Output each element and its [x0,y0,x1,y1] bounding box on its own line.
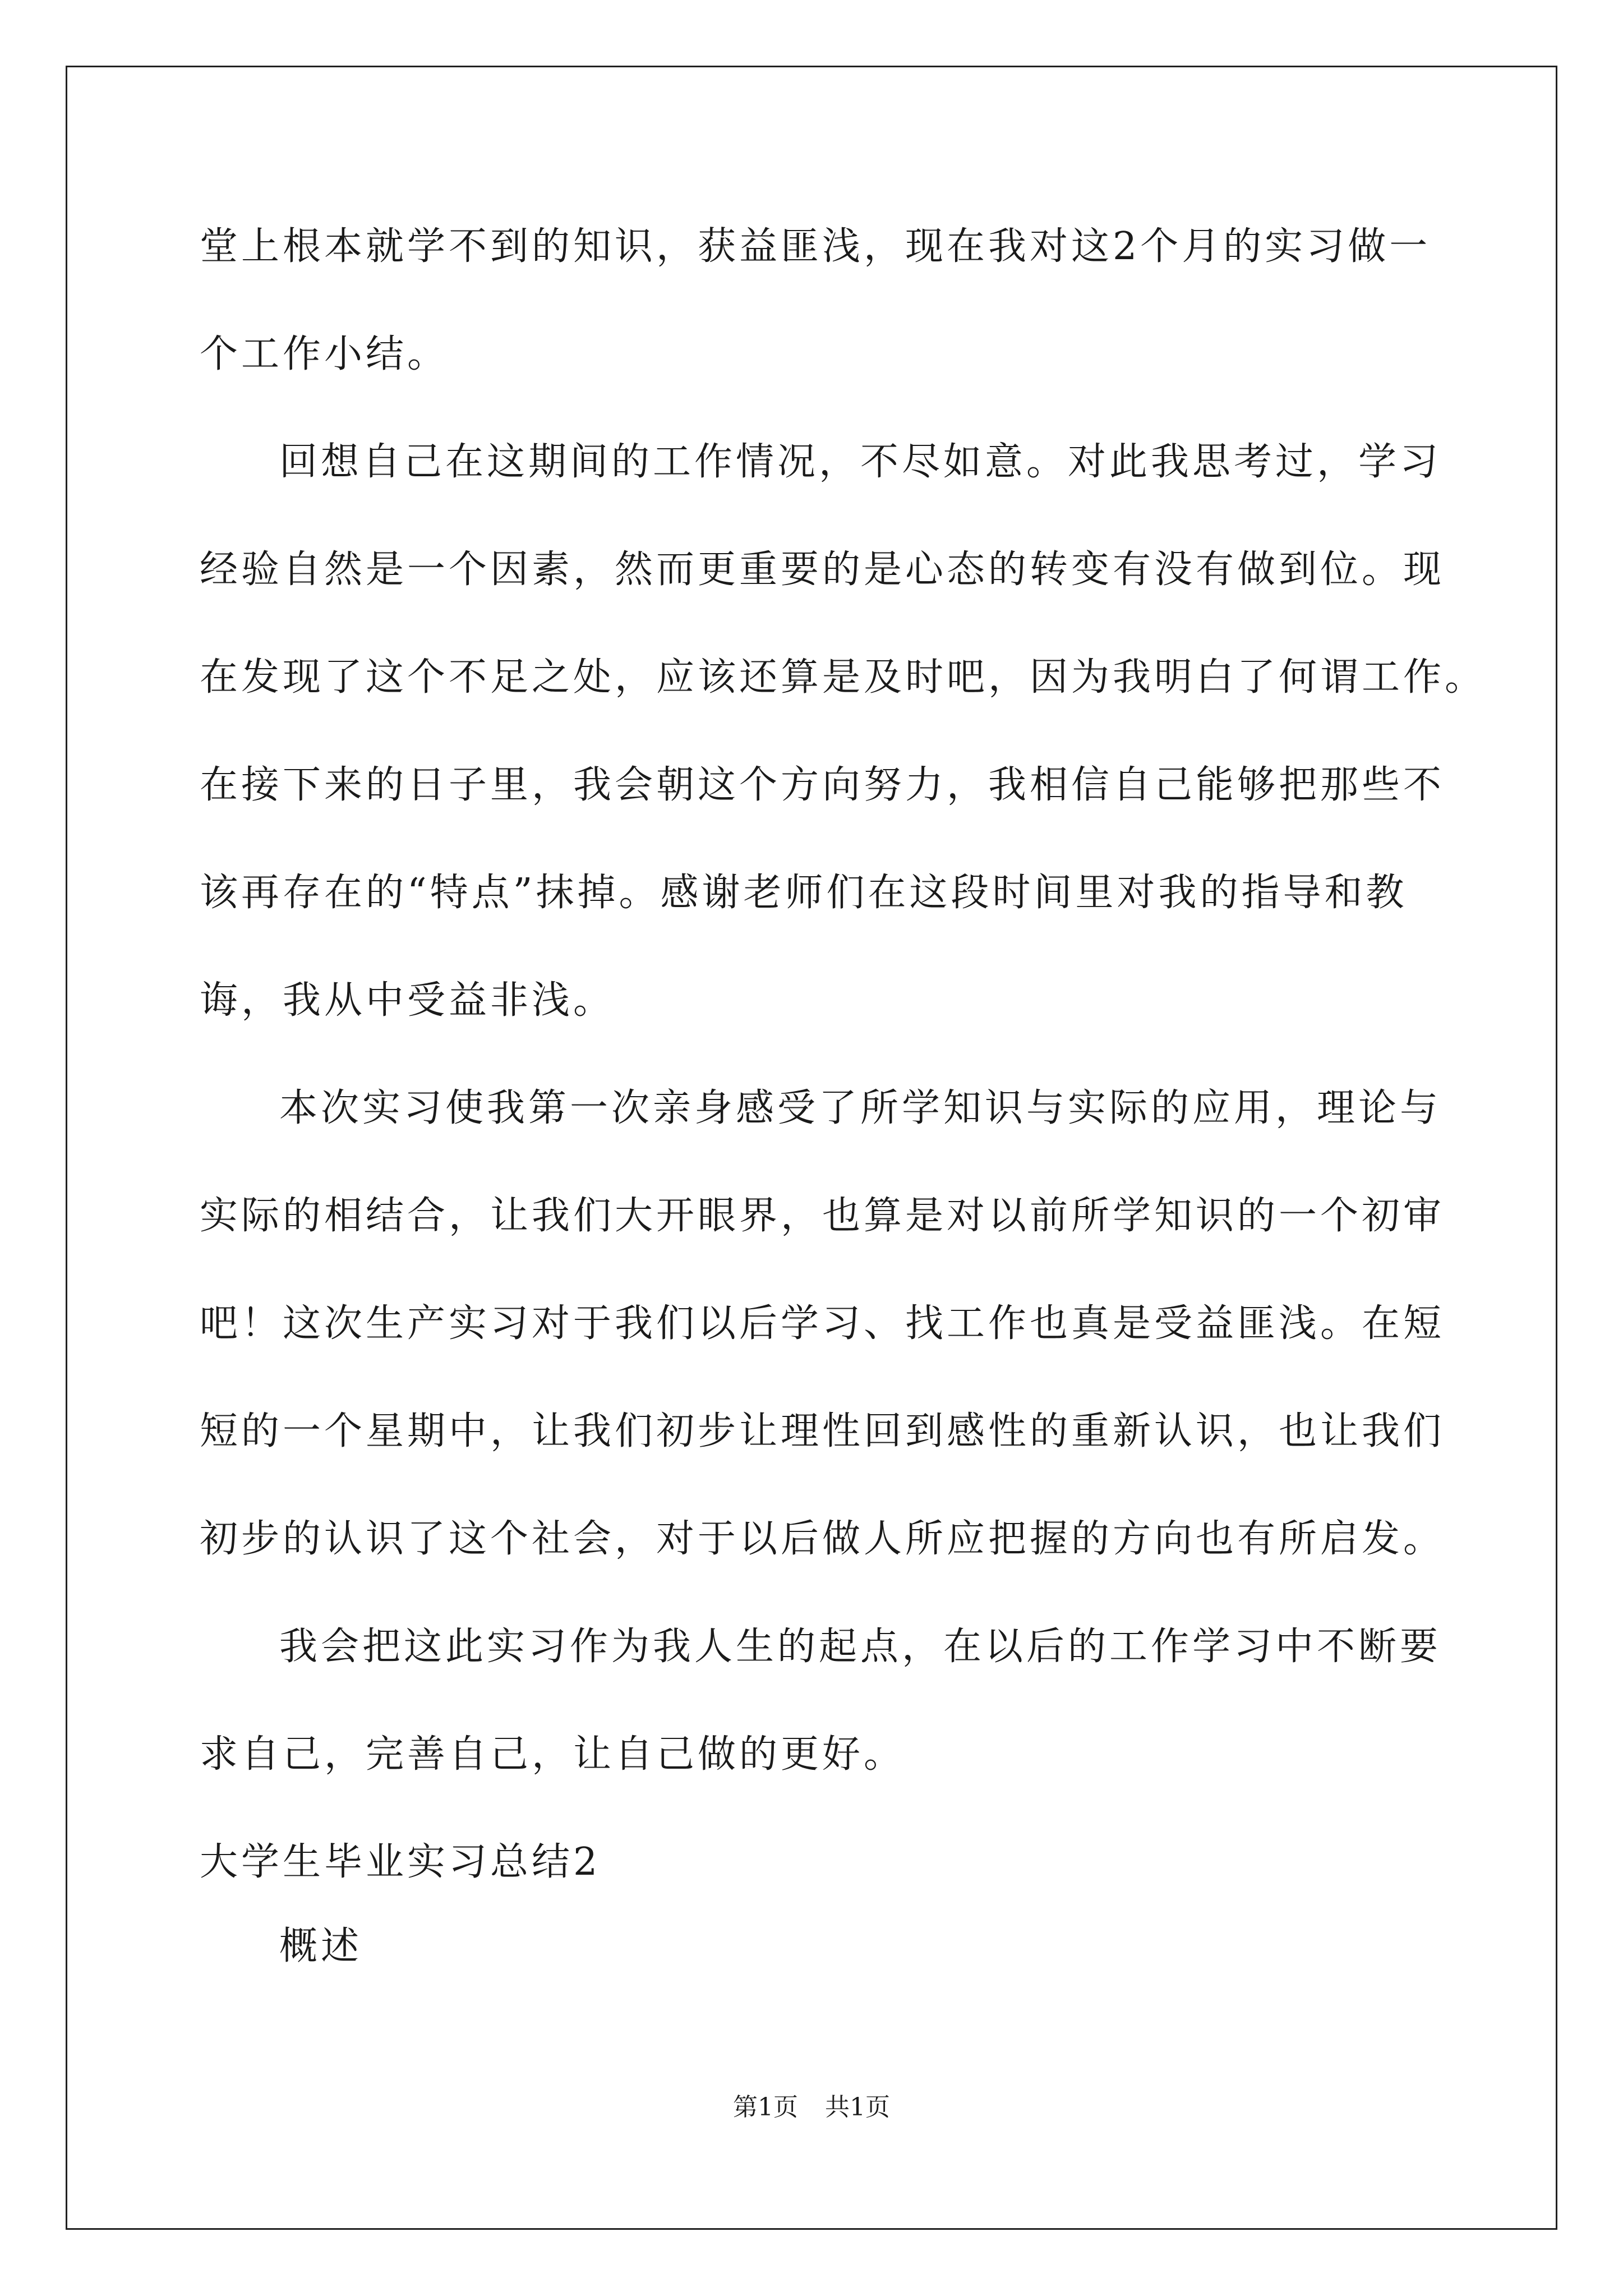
paragraph-2 [200,429,1487,1075]
text-line: 在接下来的日子里，我会朝这个方向努力，我相信自己能够把那些不 [200,763,1445,807]
text-line: 实际的相结合，让我们大开眼界，也算是对以前所学知识的一个初审 [200,1194,1445,1238]
section-title: 大学生毕业实习总结2 [200,1840,601,1884]
text-line: 该再存在的“特点”抹掉。感谢老师们在这段时间里对我的指导和教 [200,871,1408,915]
document-body [200,213,1487,1997]
text-line: 我会把这此实习作为我人生的起点，在以后的工作学习中不断要 [279,1625,1442,1669]
text-line: 短的一个星期中，让我们初步让理性回到感性的重新认识，也让我们 [200,1409,1445,1453]
paragraph-4 [200,1613,1442,1829]
page-total: 共1页 [825,2093,890,2122]
paragraph-3 [200,1075,1445,1613]
paragraph-1 [200,213,1431,429]
text-line: 吧！这次生产实习对于我们以后学习、找工作也真是受益匪浅。在短 [200,1301,1445,1346]
text-line: 堂上根本就学不到的知识，获益匪浅，现在我对这2个月的实习做一 [200,224,1431,269]
text-line: 在发现了这个不足之处，应该还算是及时吧，因为我明白了何谓工作。 [200,655,1487,700]
subheading: 概述 [279,1924,363,1968]
text-line: 求自己，完善自己，让自己做的更好。 [200,1732,906,1777]
text-line: 本次实习使我第一次亲身感受了所学知识与实际的应用，理论与 [279,1086,1442,1130]
text-line: 诲，我从中受益非浅。 [200,978,615,1023]
text-line: 回想自己在这期间的工作情况，不尽如意。对此我思考过，学习 [279,440,1442,484]
text-line: 个工作小结。 [200,332,449,376]
page-footer [0,2087,1623,2123]
page-number: 第1页 [733,2093,798,2122]
text-line: 经验自然是一个因素，然而更重要的是心态的转变有没有做到位。现 [200,547,1445,592]
text-line: 初步的认识了这个社会，对于以后做人所应把握的方向也有所启发。 [200,1517,1445,1561]
